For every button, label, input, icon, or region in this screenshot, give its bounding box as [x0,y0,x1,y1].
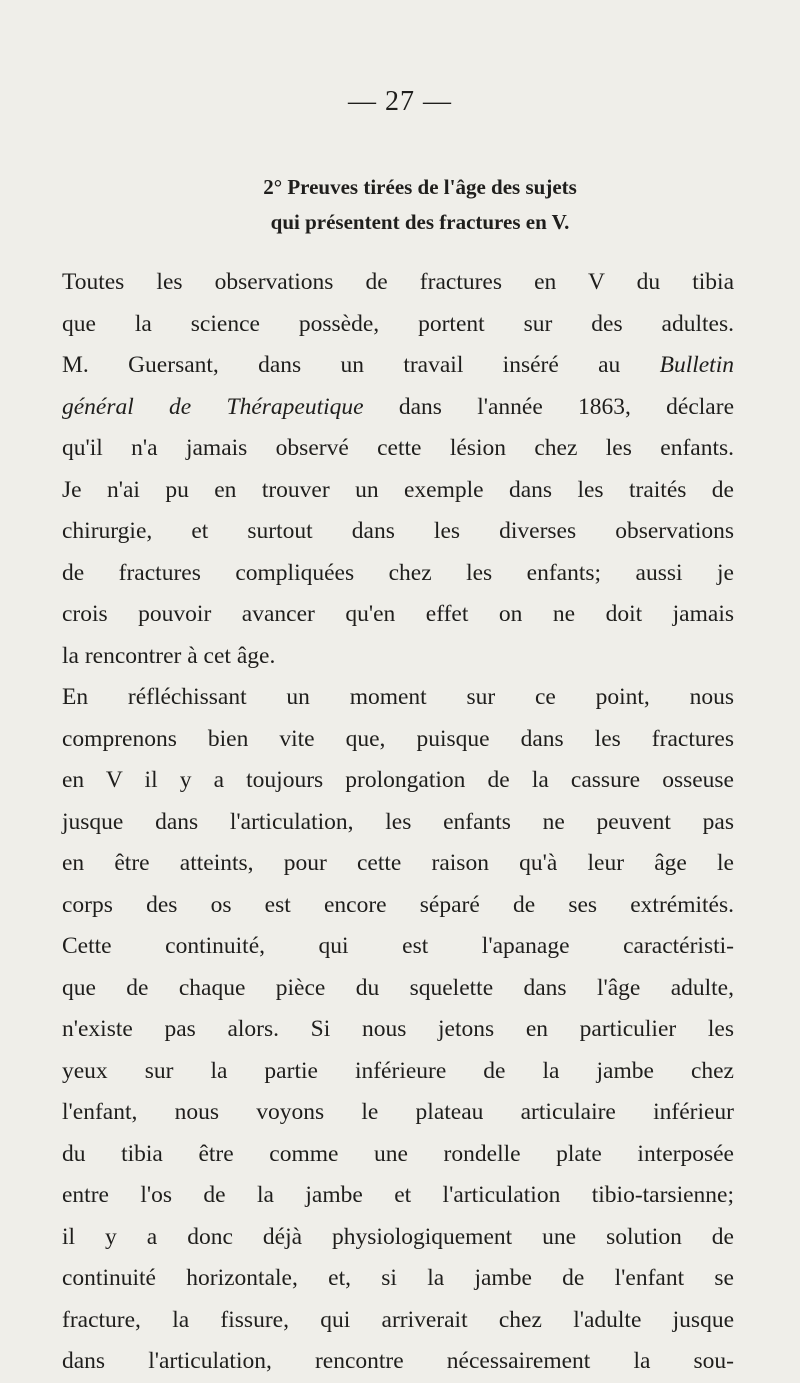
text-line: en V il y a toujours prolongation de la cassure osseuse [62,767,734,793]
body-text [62,262,734,1383]
text-line: En réfléchissant un moment sur ce point, nous [62,684,734,710]
text-line: dans l'articulation, rencontre nécessairement la sou- [62,1348,734,1374]
text-line: l'enfant, nous voyons le plateau articulaire inférieur [62,1099,734,1125]
text-line: en être atteints, pour cette raison qu'à leur âge le [62,850,734,876]
text-line: la rencontrer à cet âge. [62,642,276,669]
heading-line-2: qui présentent des fractures en V. [270,210,570,234]
text-line: il y a donc déjà physiologiquement une solution de [62,1223,734,1250]
text-line: que de chaque pièce du squelette dans l'âge adulte, [62,974,734,1001]
heading-line-1: 2° Preuves tirées de l'âge des sujets [263,175,577,199]
text-line: M. Guersant, dans un travail inséré au Bulletin [62,352,734,378]
text-line: qu'il n'a jamais observé cette lésion chez les enfants. [62,435,734,461]
section-heading [100,170,740,240]
text-line: que la science possède, portent sur des adultes. [62,310,734,337]
text-line: n'existe pas alors. Si nous jetons en particulier les [62,1016,734,1042]
text-line: crois pouvoir avancer qu'en effet on ne doit jamais [62,601,734,627]
text-line: général de Thérapeutique dans l'année 1863, déclare [62,393,734,420]
text-line: entre l'os de la jambe et l'articulation tibio-tarsienne; [62,1182,734,1208]
text-line: jusque dans l'articulation, les enfants ne peuvent pas [62,808,734,835]
text-line: chirurgie, et surtout dans les diverses observations [62,518,734,544]
text-line: comprenons bien vite que, puisque dans les fractures [62,725,734,752]
journal-title: Bulletin [659,352,734,378]
text-line: de fractures compliquées chez les enfants; aussi je [62,559,734,586]
text-line: continuité horizontale, et, si la jambe de l'enfant se [62,1265,734,1291]
text-line: Cette continuité, qui est l'apanage caractéristi- [62,933,734,959]
journal-title: général de Thérapeutique [62,393,364,420]
text-line: yeux sur la partie inférieure de la jambe chez [62,1057,734,1084]
text-line: du tibia être comme une rondelle plate interposée [62,1140,734,1167]
text-line: Toutes les observations de fractures en V du tibia [62,269,734,295]
text-line: Je n'ai pu en trouver un exemple dans les traités de [62,476,734,503]
text-line: corps des os est encore séparé de ses extrémités. [62,891,734,918]
page-number: — 27 — [348,86,452,117]
text-line: fracture, la fissure, qui arriverait chez l'adulte jusque [62,1306,734,1333]
